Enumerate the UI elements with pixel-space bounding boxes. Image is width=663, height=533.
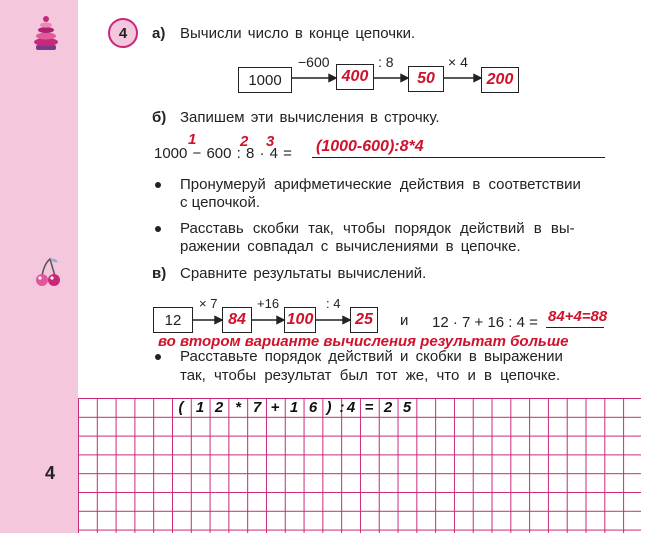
page-number: 4 — [45, 463, 56, 483]
part-b-instruction: Запишем эти вычисления в строчку. — [180, 109, 440, 126]
chain-a-answer-3: 200 — [481, 67, 519, 93]
bullet-b2-line2: ражении совпадал с вычислениями в цепочке. — [180, 238, 521, 255]
part-c-label: в) — [152, 265, 167, 282]
answer-line-c — [546, 327, 604, 328]
chain-c-start-box: 12 — [153, 307, 193, 333]
chain-a-answer-1: 400 — [336, 64, 374, 90]
task-number: 4 — [118, 24, 128, 42]
grid-char: 7 — [252, 399, 262, 416]
grid-char: 5 — [402, 399, 412, 416]
grid-char: 2 — [214, 399, 224, 416]
order-mark-2: 2 — [240, 133, 249, 150]
chain-c-answer-1: 84 — [222, 307, 252, 333]
grid-char: 4 — [346, 399, 356, 416]
squared-grid — [78, 398, 641, 533]
grid-char: ( — [178, 399, 184, 416]
grid-char: * — [235, 399, 241, 416]
order-mark-3: 3 — [266, 133, 275, 150]
part-b-expression: 1000 − 600 : 8 · 4 = — [154, 145, 292, 162]
order-mark-1: 1 — [188, 131, 197, 148]
part-c-conclusion: во втором варианте вычисления результат больше — [158, 333, 569, 350]
chain-c-op-2: +16 — [257, 296, 280, 311]
chain-c-answer-2: 100 — [284, 307, 316, 333]
part-b-label: б) — [152, 109, 167, 126]
bullet-c1-line1: Расставьте порядок действий и скобки в выражении — [180, 348, 563, 365]
part-c-expression-answer: 84+4=88 — [548, 308, 608, 325]
part-c-expression: 12 · 7 + 16 : 4 = — [432, 314, 538, 331]
grid-char: = — [364, 399, 374, 416]
chain-a-op-3: × 4 — [448, 54, 468, 70]
grid-char: 6 — [308, 399, 318, 416]
bullet-b2-line1: Расставь скобки так, чтобы порядок действий в вы- — [180, 220, 575, 237]
part-a-label: а) — [152, 25, 166, 42]
chain-a-op-2: : 8 — [378, 54, 394, 70]
part-c-instruction: Сравните результаты вычислений. — [180, 265, 427, 282]
bullet-b1-line2: с цепочкой. — [180, 194, 261, 211]
chain-a-start-box: 1000 — [238, 67, 292, 93]
part-b-answer: (1000-600):8*4 — [316, 138, 424, 155]
grid-char: : — [339, 399, 345, 416]
bullet-b1-line1: Пронумеруй арифметические действия в соответствии — [180, 176, 581, 193]
grid-char: 1 — [195, 399, 205, 416]
grid-char: 1 — [289, 399, 299, 416]
grid-char: 2 — [383, 399, 393, 416]
chain-c-op-3: : 4 — [326, 296, 341, 311]
bullet-c1 — [155, 354, 161, 360]
part-a-instruction: Вычисли число в конце цепочки. — [180, 25, 416, 42]
bullet-c1-line2: так, чтобы результат был тот же, что и в цепочке. — [180, 367, 561, 384]
chain-c-op-1: × 7 — [199, 296, 218, 311]
grid-char: ) — [326, 399, 332, 416]
and-word: и — [400, 312, 409, 329]
grid-char: + — [270, 399, 280, 416]
chain-c-answer-3: 25 — [350, 307, 378, 333]
chain-a-answer-2: 50 — [408, 66, 444, 92]
chain-a-op-1: −600 — [298, 54, 330, 70]
